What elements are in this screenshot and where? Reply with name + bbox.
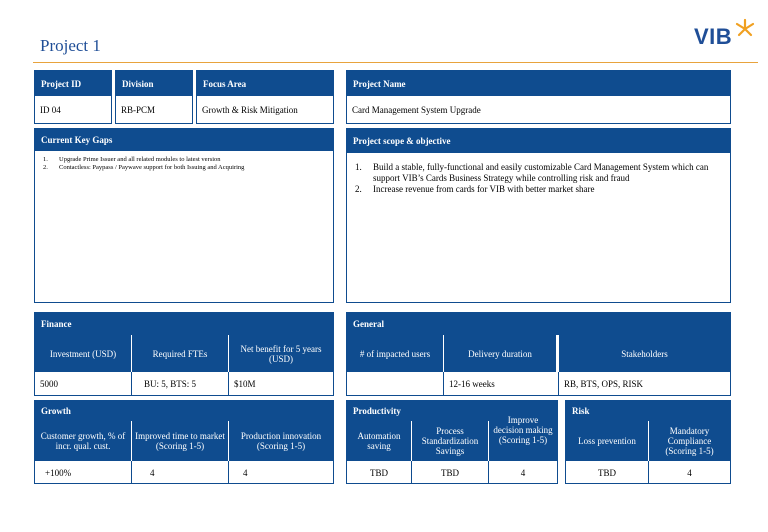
general-duration-value: 12-16 weeks	[449, 379, 495, 389]
general-col-stakeholders: Stakeholders	[559, 335, 730, 372]
finance-header: Finance	[35, 313, 333, 335]
key-gaps-box	[34, 128, 334, 303]
finance-col-ftes: Required FTEs	[132, 335, 228, 372]
division-value: RB-PCM	[121, 105, 156, 115]
scope-box	[346, 128, 731, 303]
project-id-box	[34, 70, 112, 124]
growth-col-time-to-market: Improved time to market (Scoring 1-5)	[132, 421, 228, 461]
division-box	[115, 70, 193, 124]
growth-col-innovation: Production innovation (Scoring 1-5)	[229, 421, 333, 461]
general-col-users: # of impacted users	[347, 335, 443, 372]
productivity-col-automation: Automation saving	[347, 421, 411, 461]
risk-header: Risk	[566, 401, 730, 421]
growth-customer-value: +100%	[45, 467, 72, 478]
productivity-automation-value: TBD	[370, 467, 388, 478]
list-item: 1. Upgrade Prime Issuer and all related modules to latest version	[43, 156, 221, 163]
focus-area-value: Growth & Risk Mitigation	[202, 105, 298, 115]
vib-logo	[694, 18, 756, 50]
risk-loss-prevention-value: TBD	[598, 467, 616, 478]
project-name-value: Card Management System Upgrade	[352, 105, 481, 115]
productivity-col-standardization: Process Standardization Savings	[412, 421, 488, 461]
general-header: General	[347, 313, 730, 335]
productivity-col-decision: Improve decision making (Scoring 1-5)	[489, 415, 557, 461]
general-col-duration: Delivery duration	[444, 335, 556, 372]
productivity-header: Productivity	[347, 401, 557, 421]
risk-col-loss-prevention: Loss prevention	[566, 421, 648, 461]
key-gaps-header: Current Key Gaps	[35, 129, 333, 151]
key-gaps-list	[35, 151, 333, 177]
general-box	[346, 312, 731, 396]
finance-net-benefit-value: $10M	[234, 379, 256, 389]
growth-innovation-value: 4	[243, 467, 248, 478]
general-users-value	[347, 372, 443, 396]
risk-box	[565, 400, 731, 484]
risk-col-compliance: Mandatory Compliance (Scoring 1-5)	[649, 421, 730, 461]
general-stakeholders-value: RB, BTS, OPS, RISK	[564, 379, 644, 389]
productivity-standardization-value: TBD	[441, 467, 459, 478]
growth-col-customer: Customer growth, % of incr. qual. cust.	[35, 421, 131, 461]
finance-box	[34, 312, 334, 396]
logo-wordmark: VIB	[694, 24, 733, 49]
focus-area-header: Focus Area	[197, 71, 333, 96]
project-name-header: Project Name	[347, 71, 730, 96]
growth-header: Growth	[35, 401, 333, 421]
page-title: Project 1	[40, 36, 101, 55]
division-header: Division	[116, 71, 192, 96]
list-item: 2. Contactless: Paypass / Paywave support for both Issuing and Acquiring	[43, 164, 245, 171]
growth-box	[34, 400, 334, 484]
scope-header: Project scope & objective	[347, 129, 730, 153]
risk-compliance-value: 4	[687, 467, 692, 478]
finance-col-net-benefit: Net benefit for 5 years (USD)	[229, 335, 333, 372]
star-icon	[734, 18, 756, 40]
productivity-decision-value: 4	[520, 467, 526, 478]
title-divider	[33, 62, 758, 63]
finance-ftes-value: BU: 5, BTS: 5	[144, 379, 197, 389]
project-id-value: ID 04	[40, 105, 61, 115]
focus-area-box	[196, 70, 334, 124]
growth-time-to-market-value: 4	[150, 467, 155, 478]
scope-list	[347, 153, 730, 204]
project-id-header: Project ID	[35, 71, 111, 96]
finance-col-investment: Investment (USD)	[35, 335, 131, 372]
list-item: 1. Build a stable, fully-functional and easily customizable Card Management System which can support VIB’s Cards Business Strategy while controlling risk and fraud	[355, 162, 709, 183]
finance-investment-value: 5000	[40, 379, 58, 389]
list-item: 2. Increase revenue from cards for VIB with better market share	[355, 184, 595, 194]
project-name-box	[346, 70, 731, 124]
productivity-box	[346, 400, 558, 484]
